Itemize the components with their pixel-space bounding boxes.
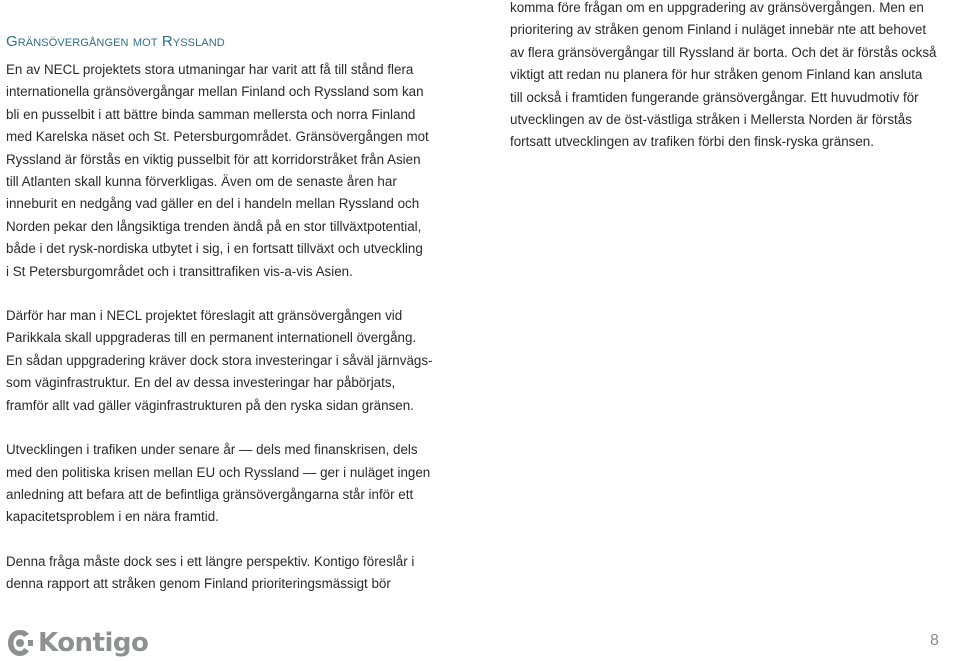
paragraph-5: komma före frågan om en uppgradering av gränsövergången. Men en prioritering av stråken genom Finland i nuläget innebär nte att behovet av flera gränsövergångar till Ryssland är borta. Och det är förstås också viktigt att redan nu planera för hur stråken genom Finland kan ansluta till också i framtiden fungerande gränsövergångar. Ett huvudmotiv för utvecklingen av de öst-västliga stråken i Mellersta Norden är förstås fortsatt utvecklingen av trafiken förbi den finsk-ryska gränsen. xyxy=(510,0,937,150)
paragraph-1: En av NECL projektets stora utmaningar har varit att få till stånd flera internationella gränsövergångar mellan Finland och Ryssland som kan bli en pusselbit i att bättre binda samman mellersta och norra Finland med Karelska näset och St. Petersburgområdet. Gränsövergången mot Ryssland är förstås en viktig pusselbit för att korridorstråket från Asien till Atlanten skall kunna förverkligas. Även om de senaste åren har inneburit en nedgång vad gäller en del i handeln mellan Ryssland och Norden pekar den långsiktiga trenden ändå på en stor tillväxtpotential, både i det rysk-nordiska utbytet i sig, i en fortsatt tillväxt och utveckling i St Petersburgområdet och i transittrafiken vis-a-vis Asien. xyxy=(6,62,429,279)
right-column xyxy=(510,0,958,154)
logo-wordmark: Kontigo xyxy=(38,628,149,658)
left-column xyxy=(6,31,466,596)
kontigo-logo xyxy=(6,626,148,660)
page-number: 8 xyxy=(930,632,939,649)
kontigo-swirl-icon xyxy=(6,628,34,658)
paragraph-2: Därför har man i NECL projektet föreslagit att gränsövergången vid Parikkala skall uppgraderas till en permanent internationell övergång. En sådan uppgradering kräver dock stora investeringar i såväl järnvägs- som väginfrastruktur. En del av dessa investeringar har påbörjats, framför allt vad gäller väginfrastrukturen på den ryska sidan gränsen. xyxy=(6,308,433,413)
paragraph-3: Utvecklingen i trafiken under senare år — dels med finanskrisen, dels med den politiska krisen mellan EU och Ryssland — ger i nuläget ingen anledning att befara att de befintliga gränsövergångarna står inför ett kapacitetsproblem i en nära framtid. xyxy=(6,442,431,525)
paragraph-4: Denna fråga måste dock ses i ett längre perspektiv. Kontigo föreslår i denna rapport att stråken genom Finland prioriteringsmässigt bör xyxy=(6,553,415,592)
section-heading: Gränsövergången mot Ryssland xyxy=(6,33,225,50)
